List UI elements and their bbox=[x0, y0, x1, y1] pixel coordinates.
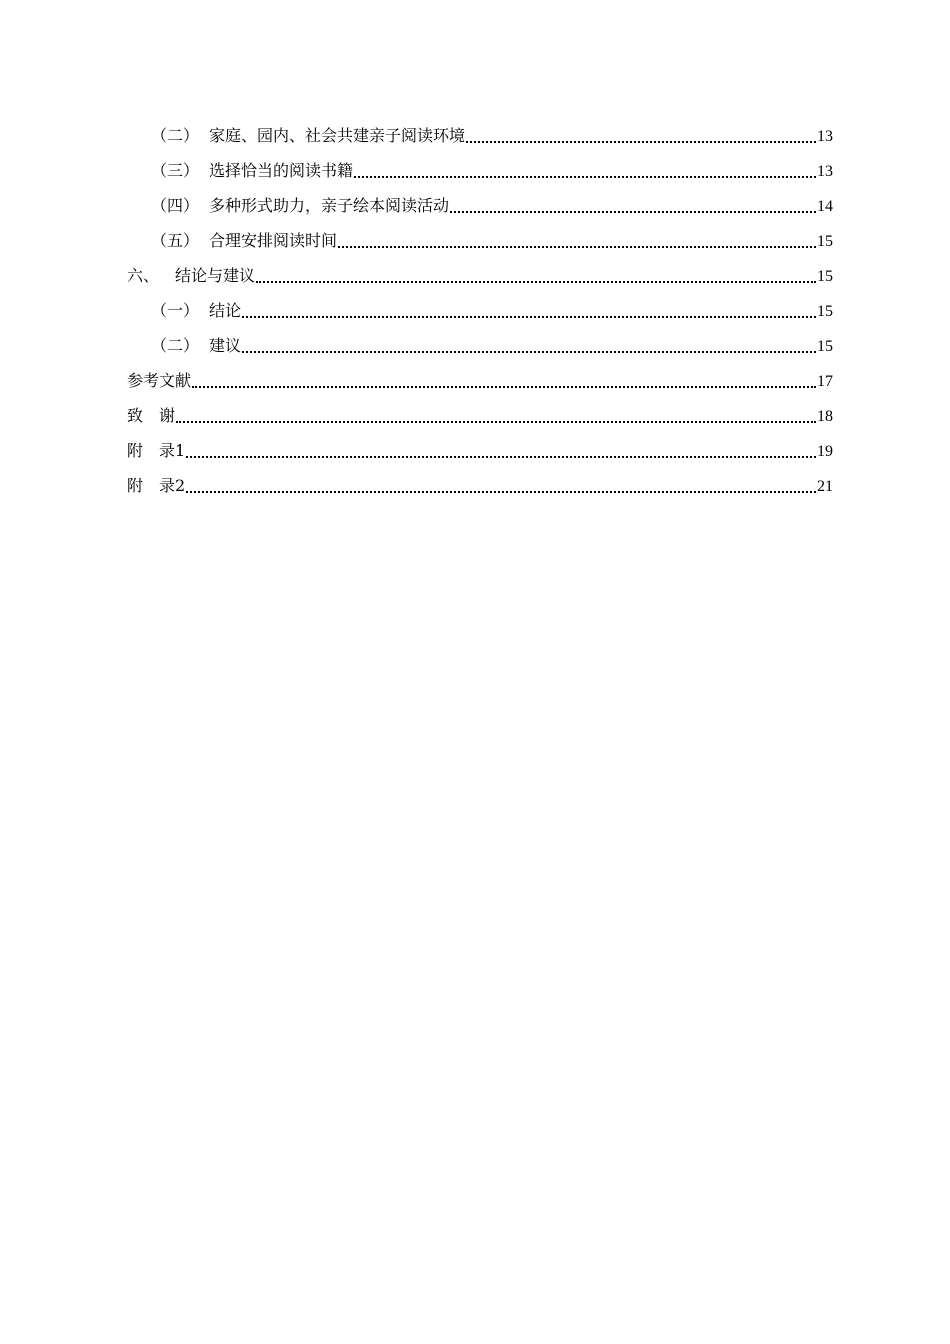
toc-dot-leader bbox=[186, 476, 816, 496]
toc-entry-number: （三） bbox=[151, 161, 200, 180]
toc-dot-leader bbox=[186, 441, 816, 461]
toc-entry-title: 多种形式助力，亲子绘本阅读活动 bbox=[209, 196, 450, 215]
toc-entry-page: 21 bbox=[817, 478, 833, 495]
toc-entry-page: 13 bbox=[817, 128, 833, 145]
toc-entry-number: （二） bbox=[151, 126, 200, 145]
toc-entry[interactable] bbox=[127, 153, 833, 188]
toc-entry[interactable] bbox=[127, 258, 833, 293]
toc-entry-title: 合理安排阅读时间 bbox=[209, 231, 338, 250]
toc-entry-title: 家庭、园内、社会共建亲子阅读环境 bbox=[209, 126, 466, 145]
table-of-contents bbox=[127, 118, 833, 503]
toc-entry-title: 结论 bbox=[209, 301, 242, 320]
toc-entry-title: 建议 bbox=[209, 336, 242, 355]
toc-entry-page: 17 bbox=[817, 373, 833, 390]
toc-dot-leader bbox=[192, 371, 816, 391]
toc-entry[interactable] bbox=[127, 328, 833, 363]
toc-entry[interactable] bbox=[127, 223, 833, 258]
toc-entry-page: 15 bbox=[817, 338, 833, 355]
toc-dot-leader bbox=[466, 126, 816, 146]
toc-entry-page: 19 bbox=[817, 443, 833, 460]
toc-entry-title: 附 录2 bbox=[127, 476, 186, 495]
toc-entry-page: 18 bbox=[817, 408, 833, 425]
toc-entry[interactable] bbox=[127, 433, 833, 468]
toc-entry-number: （四） bbox=[151, 196, 200, 215]
toc-dot-leader bbox=[338, 231, 816, 251]
toc-dot-leader bbox=[354, 161, 816, 181]
toc-entry-page: 14 bbox=[817, 198, 833, 215]
toc-entry-page: 15 bbox=[817, 303, 833, 320]
toc-entry-title: 结论与建议 bbox=[175, 266, 256, 285]
toc-entry[interactable] bbox=[127, 118, 833, 153]
toc-dot-leader bbox=[176, 406, 816, 426]
toc-entry-title: 致 谢 bbox=[127, 406, 176, 425]
toc-dot-leader bbox=[256, 266, 816, 286]
toc-entry-page: 15 bbox=[817, 233, 833, 250]
toc-dot-leader bbox=[242, 336, 816, 356]
toc-entry[interactable] bbox=[127, 363, 833, 398]
toc-entry-number: （五） bbox=[151, 231, 200, 250]
toc-entry-number: （一） bbox=[151, 301, 200, 320]
toc-entry[interactable] bbox=[127, 468, 833, 503]
toc-entry[interactable] bbox=[127, 398, 833, 433]
toc-entry-title: 附 录1 bbox=[127, 441, 186, 460]
toc-entry[interactable] bbox=[127, 188, 833, 223]
toc-entry-title: 选择恰当的阅读书籍 bbox=[209, 161, 354, 180]
toc-entry[interactable] bbox=[127, 293, 833, 328]
toc-entry-page: 13 bbox=[817, 163, 833, 180]
toc-entry-title: 参考文献 bbox=[127, 371, 192, 390]
toc-entry-page: 15 bbox=[817, 268, 833, 285]
toc-entry-number: 六、 bbox=[127, 266, 160, 285]
toc-entry-number: （二） bbox=[151, 336, 200, 355]
toc-dot-leader bbox=[450, 196, 816, 216]
toc-dot-leader bbox=[242, 301, 816, 321]
